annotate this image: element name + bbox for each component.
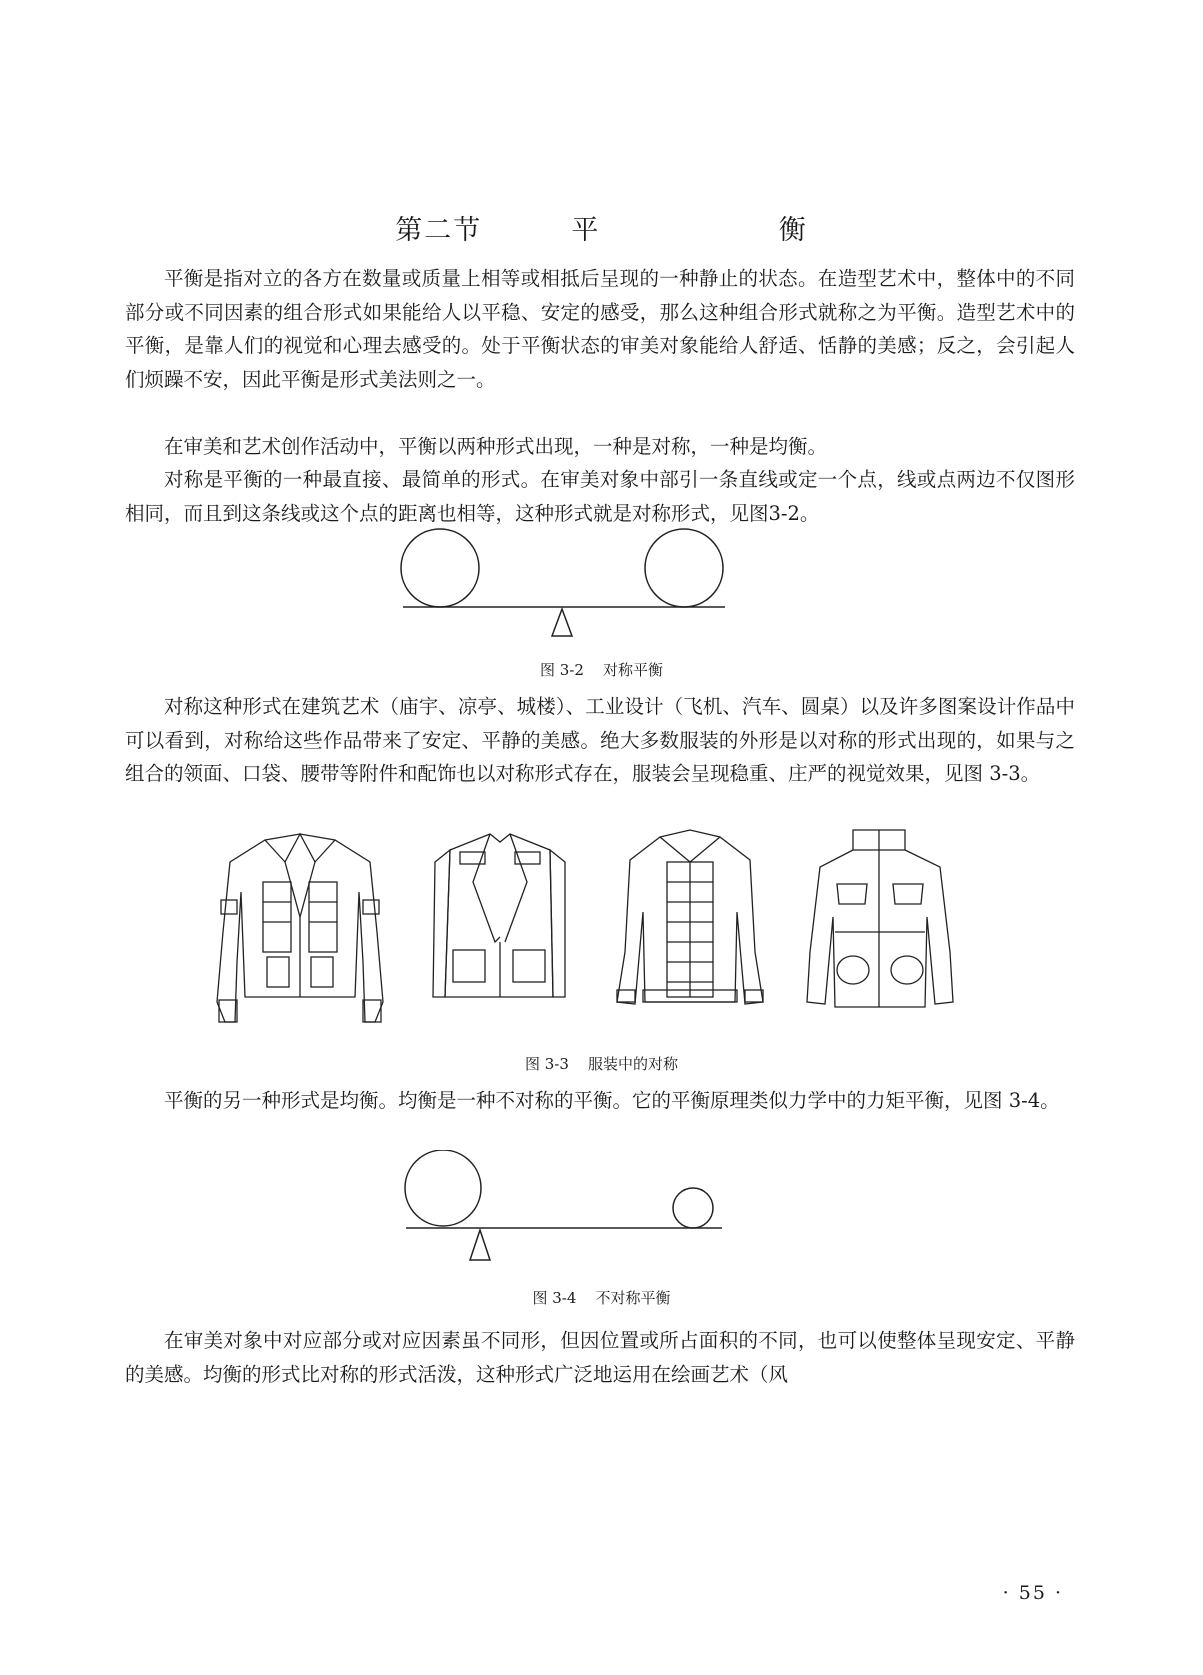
figure-garment-symmetry — [205, 822, 990, 1040]
figure-3-3-caption: 图 3-3 服装中的对称 — [525, 1055, 678, 1073]
paragraph-symmetry-definition: 对称是平衡的一种最直接、最简单的形式。在审美对象中部引一条直线或定一个点，线或点两边不仅图形相同，而且到这条线或这个点的距离也相等，这种形式就是对称形式，见图3-2。 — [125, 468, 1075, 525]
paragraph-balance-definition: 平衡是指对立的各方在数量或质量上相等或相抵后呈现的一种静止的状态。在造型艺术中，整体中的不同部分或不同因素的组合形式如果能给人以平稳、安定的感受，那么这种组合形式就称之为平衡。造型艺术中的平衡，是靠人们的视觉和心理去感受的。处于平衡状态的审美对象能给人舒适、恬静的美感；反之，会引起人们烦躁不安，因此平衡是形式美法则之一。 — [125, 267, 1075, 391]
jacket-zip-illustration — [807, 830, 953, 1007]
large-circle — [405, 1150, 481, 1226]
jacket-blazer-illustration — [433, 834, 565, 997]
asymmetric-balance-diagram — [400, 1150, 730, 1270]
paragraph-symmetry-applications: 对称这种形式在建筑艺术（庙宇、凉亭、城楼）、工业设计（飞机、汽车、圆桌）以及许多图案设计作品中可以看到，对称给这些作品带来了安定、平静的美感。绝大多数服装的外形是以对称的形式出现的，如果与之组合的领面、口袋、腰带等附件和配饰也以对称形式存在，服装会呈现稳重、庄严的视觉效果，见图 3-3。 — [125, 695, 1075, 785]
paragraph-two-forms: 在审美和艺术创作活动中，平衡以两种形式出现，一种是对称，一种是均衡。 — [164, 435, 828, 458]
right-circle — [645, 529, 723, 607]
small-circle — [673, 1188, 713, 1228]
section-title: 第二节 平 衡 — [395, 215, 808, 246]
garment-illustrations — [205, 822, 990, 1040]
figure-symmetric-balance — [395, 526, 735, 642]
page-number: · 55 · — [1002, 1582, 1063, 1604]
paragraph-equilibrium-applications: 在审美对象中对应部分或对应因素虽不同形，但因位置或所占面积的不同，也可以使整体呈现安定、平静的美感。均衡的形式比对称的形式活泼，这种形式广泛地运用在绘画艺术（风 — [125, 1329, 1075, 1386]
symmetric-balance-diagram — [395, 526, 735, 642]
center-fulcrum — [552, 609, 572, 636]
paragraph-equilibrium-definition: 平衡的另一种形式是均衡。均衡是一种不对称的平衡。它的平衡原理类似力学中的力矩平衡，见图 3-4。 — [164, 1089, 1060, 1112]
offset-fulcrum — [470, 1230, 490, 1260]
jacket-embroidered-illustration — [617, 830, 763, 1004]
figure-3-2-caption: 图 3-2 对称平衡 — [540, 661, 663, 679]
jacket-shirt-illustration — [217, 834, 383, 1022]
figure-3-4-caption: 图 3-4 不对称平衡 — [532, 1289, 671, 1307]
left-circle — [401, 529, 479, 607]
figure-asymmetric-balance — [400, 1150, 730, 1270]
